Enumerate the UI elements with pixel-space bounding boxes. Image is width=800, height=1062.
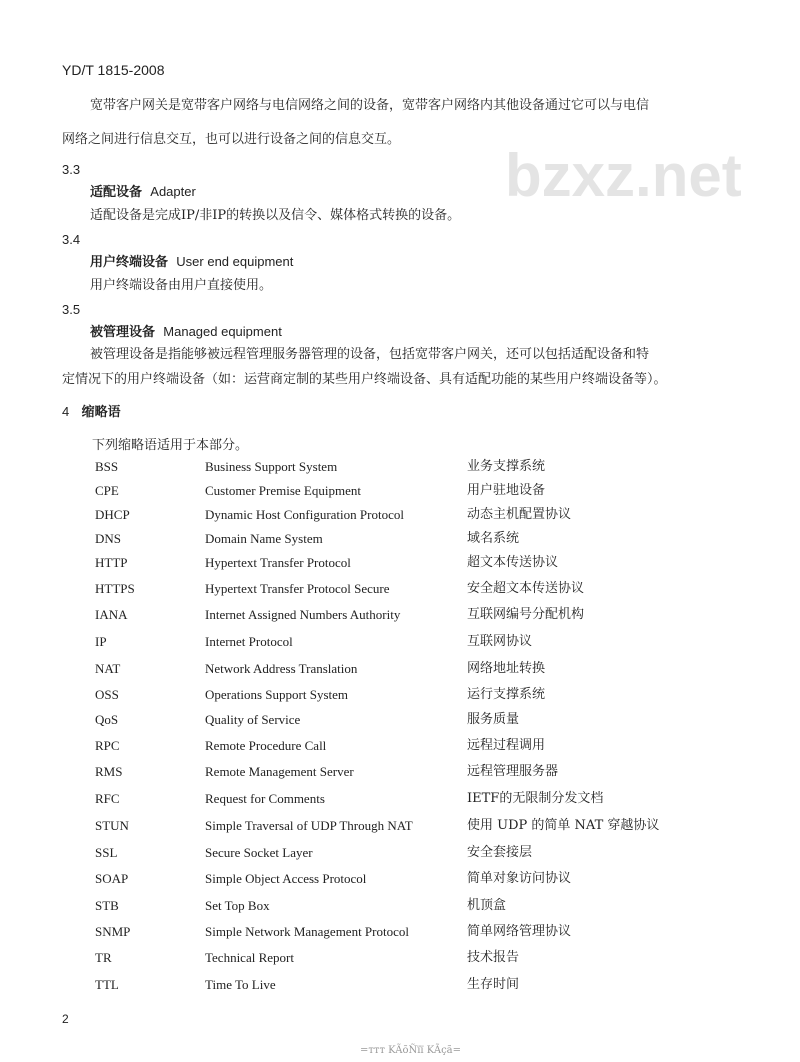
abbreviation: NAT [95,661,121,676]
abbreviation-row [0,459,800,477]
chinese-term: 运行支撑系统 [467,687,546,702]
chinese-term: 简单对象访问协议 [467,871,572,886]
abbreviation: TTL [95,977,119,992]
english-term: Simple Traversal of UDP Through NAT [205,818,413,833]
page-number: 2 [62,1012,69,1026]
abbreviation-row [0,634,800,652]
abbreviation: DNS [95,531,122,546]
term-cn: 适配设备 [90,185,143,200]
abbreviation: OSS [95,687,119,702]
chinese-term: 生存时间 [467,977,520,992]
english-term: Domain Name System [205,531,323,546]
term-en: User end equipment [176,254,294,269]
chapter-intro: 下列缩略语适用于本部分。 [92,438,249,453]
abbreviation-row [0,845,800,863]
english-term: Dynamic Host Configuration Protocol [205,507,404,522]
english-term: Time To Live [205,977,276,992]
abbreviation: SSL [95,845,118,860]
abbreviation-row [0,507,800,525]
chinese-term: 技术报告 [467,950,520,965]
abbreviation-row [0,483,800,501]
abbreviation-row [0,738,800,756]
english-term: Quality of Service [205,712,301,727]
english-term: Remote Procedure Call [205,738,327,753]
abbreviation: STUN [95,818,129,833]
english-term: Technical Report [205,950,294,965]
abbreviation: DHCP [95,507,130,522]
english-term: Operations Support System [205,687,348,702]
abbreviation-row [0,950,800,968]
abbreviation: SOAP [95,871,129,886]
term-en: Managed equipment [163,324,282,339]
abbreviation-row [0,555,800,573]
english-term: Remote Management Server [205,764,354,779]
chinese-term: 使用 UDP 的简单 NAT 穿越协议 [467,818,660,833]
abbreviation-row [0,898,800,916]
term-heading [90,184,196,201]
abbreviation-row [0,818,800,836]
chinese-term: 服务质量 [467,712,520,727]
chinese-term: IETF的无限制分发文档 [467,791,604,806]
term-definition: 定情况下的用户终端设备（如：运营商定制的某些用户终端设备、具有适配功能的某些用户终端设备等）。 [62,372,667,387]
chinese-term: 远程管理服务器 [467,764,559,779]
abbreviation: BSS [95,459,119,474]
english-term: Request for Comments [205,791,325,806]
abbreviation-row [0,871,800,889]
intro-paragraph-line: 宽带客户网关是宽带客户网络与电信网络之间的设备，宽带客户网络内其他设备通过它可以与电信 [90,98,650,113]
abbreviation: STB [95,898,119,913]
abbreviation: HTTP [95,555,128,570]
footer-text: =ттт KÃõÑïï KÃçã= [360,1045,462,1056]
term-cn: 用户终端设备 [90,255,169,270]
abbreviation: SNMP [95,924,131,939]
chinese-term: 安全套接层 [467,845,533,860]
abbreviation-row [0,924,800,942]
term-cn: 被管理设备 [90,325,156,340]
abbreviation-row [0,687,800,705]
english-term: Simple Network Management Protocol [205,924,409,939]
english-term: Secure Socket Layer [205,845,313,860]
chinese-term: 互联网编号分配机构 [467,607,585,622]
english-term: Network Address Translation [205,661,358,676]
abbreviation-row [0,581,800,599]
chapter-number: 4 [62,404,70,419]
english-term: Set Top Box [205,898,270,913]
chinese-term: 安全超文本传送协议 [467,581,585,596]
english-term: Internet Protocol [205,634,293,649]
watermark: bzxz.net [505,142,742,209]
abbreviation: HTTPS [95,581,135,596]
document-code-header: YD/T 1815-2008 [62,62,165,78]
abbreviation-row [0,977,800,995]
abbreviation-row [0,764,800,782]
chinese-term: 机顶盒 [467,898,507,913]
abbreviation: TR [95,950,112,965]
abbreviation: RFC [95,791,120,806]
abbreviation-row [0,531,800,549]
term-heading [90,254,293,271]
term-heading [90,324,282,341]
abbreviation-row [0,607,800,625]
term-en: Adapter [150,184,196,199]
chapter-heading [62,404,121,421]
english-term: Customer Premise Equipment [205,483,361,498]
intro-paragraph-line: 网络之间进行信息交互，也可以进行设备之间的信息交互。 [62,132,401,147]
chinese-term: 超文本传送协议 [467,555,559,570]
chinese-term: 动态主机配置协议 [467,507,572,522]
english-term: Hypertext Transfer Protocol [205,555,351,570]
chinese-term: 用户驻地设备 [467,483,546,498]
abbreviation: IP [95,634,107,649]
chinese-term: 远程过程调用 [467,738,546,753]
abbreviation-row [0,712,800,730]
chinese-term: 网络地址转换 [467,661,546,676]
abbreviation: CPE [95,483,119,498]
term-definition: 被管理设备是指能够被远程管理服务器管理的设备，包括宽带客户网关，还可以包括适配设备和特 [90,347,650,362]
chapter-title: 缩略语 [81,405,121,420]
chinese-term: 业务支撑系统 [467,459,546,474]
abbreviation: IANA [95,607,128,622]
chinese-term: 互联网协议 [467,634,533,649]
section-number: 3.4 [62,232,81,247]
term-definition: 适配设备是完成IP/非IP的转换以及信令、媒体格式转换的设备。 [90,208,461,223]
section-number: 3.3 [62,162,81,177]
term-definition: 用户终端设备由用户直接使用。 [90,278,273,293]
abbreviation: RMS [95,764,123,779]
english-term: Hypertext Transfer Protocol Secure [205,581,390,596]
abbreviation-row [0,791,800,809]
abbreviation: QoS [95,712,119,727]
chinese-term: 域名系统 [467,531,520,546]
abbreviation-row [0,661,800,679]
english-term: Business Support System [205,459,338,474]
section-number: 3.5 [62,302,81,317]
chinese-term: 简单网络管理协议 [467,924,572,939]
abbreviation: RPC [95,738,120,753]
english-term: Simple Object Access Protocol [205,871,367,886]
english-term: Internet Assigned Numbers Authority [205,607,401,622]
